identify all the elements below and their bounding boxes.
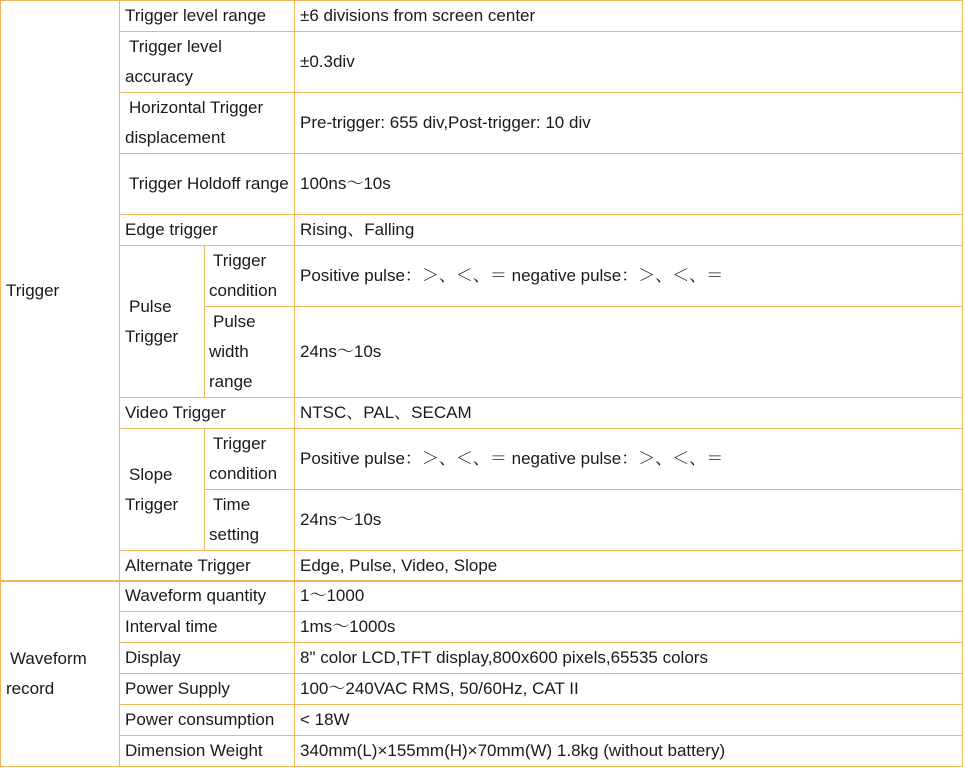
row-value: 100～240VAC RMS, 50/60Hz, CAT II	[295, 674, 963, 705]
row-label: Video Trigger	[120, 398, 295, 429]
sub-label: Pulse width range	[205, 307, 295, 398]
table-row	[1, 705, 963, 736]
row-value: < 18W	[295, 705, 963, 736]
row-label: Alternate Trigger	[120, 551, 295, 582]
category-trigger: Trigger	[1, 1, 120, 582]
category-waveform-record: Waveform record	[1, 581, 120, 767]
sub-label: Time setting	[205, 490, 295, 551]
row-label: Horizontal Trigger displacement	[120, 93, 295, 154]
table-row	[1, 398, 963, 429]
table-row	[1, 93, 963, 154]
table-row	[1, 736, 963, 767]
row-value: Pre-trigger: 655 div,Post-trigger: 10 div	[295, 93, 963, 154]
row-value: Rising、Falling	[295, 215, 963, 246]
row-value: Edge, Pulse, Video, Slope	[295, 551, 963, 582]
table-row	[1, 581, 963, 612]
row-value: ±0.3div	[295, 32, 963, 93]
row-value: 100ns～10s	[295, 154, 963, 215]
row-value: Positive pulse：＞、＜、＝ negative pulse：＞、＜、＝	[295, 429, 963, 490]
table-row	[1, 551, 963, 582]
table-row	[1, 154, 963, 215]
row-label: Pulse Trigger	[120, 246, 205, 398]
row-value: Positive pulse：＞、＜、＝ negative pulse：＞、＜、＝	[295, 246, 963, 307]
row-value: 24ns～10s	[295, 307, 963, 398]
table-row	[1, 246, 963, 307]
row-label: Trigger level accuracy	[120, 32, 295, 93]
table-row	[1, 674, 963, 705]
table-row	[1, 215, 963, 246]
row-value: 1～1000	[295, 581, 963, 612]
row-value: 340mm(L)×155mm(H)×70mm(W) 1.8kg (without battery)	[295, 736, 963, 767]
row-label: Interval time	[120, 612, 295, 643]
table-row	[1, 429, 963, 490]
table-row	[1, 1, 963, 32]
row-label: Dimension Weight	[120, 736, 295, 767]
row-value: 24ns～10s	[295, 490, 963, 551]
row-value: ±6 divisions from screen center	[295, 1, 963, 32]
row-label: Power Supply	[120, 674, 295, 705]
table-row	[1, 32, 963, 93]
table-row	[1, 612, 963, 643]
row-label: Trigger level range	[120, 1, 295, 32]
row-label: Waveform quantity	[120, 581, 295, 612]
sub-label: Trigger condition	[205, 429, 295, 490]
row-value: 8" color LCD,TFT display,800x600 pixels,65535 colors	[295, 643, 963, 674]
row-value: NTSC、PAL、SECAM	[295, 398, 963, 429]
row-value: 1ms～1000s	[295, 612, 963, 643]
row-label: Power consumption	[120, 705, 295, 736]
table-row	[1, 643, 963, 674]
sub-label: Trigger condition	[205, 246, 295, 307]
row-label: Slope Trigger	[120, 429, 205, 551]
row-label: Edge trigger	[120, 215, 295, 246]
spec-table-waveform	[0, 580, 963, 767]
row-label: Display	[120, 643, 295, 674]
row-label: Trigger Holdoff range	[120, 154, 295, 215]
